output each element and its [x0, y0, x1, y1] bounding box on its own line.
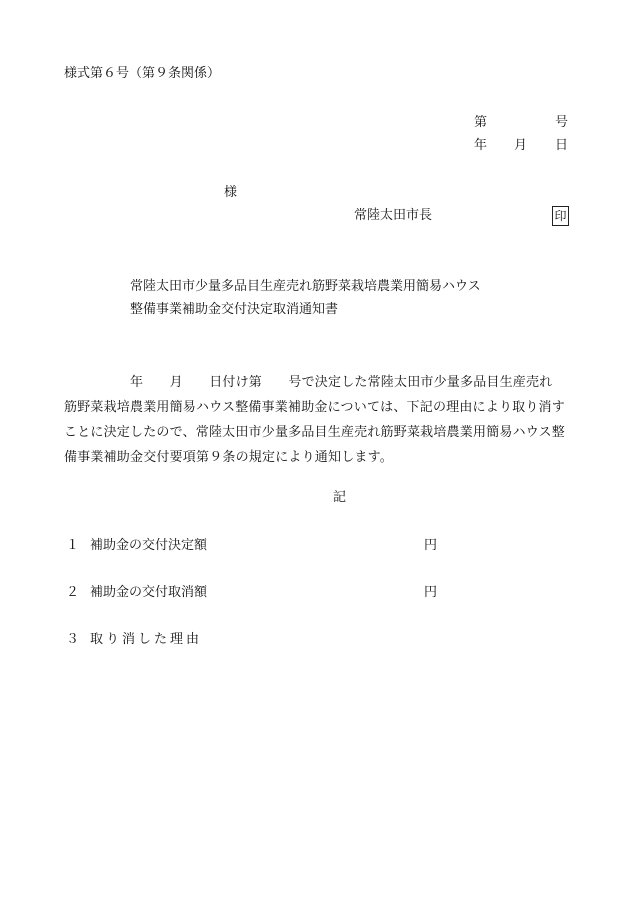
form-label: 様式第６号（第９条関係） [64, 66, 221, 81]
item-1-unit: 円 [424, 538, 438, 553]
item-3-num: ３ [66, 632, 80, 647]
item-3-label: 取り消した理由 [90, 632, 203, 647]
item-1-num: １ [66, 538, 80, 553]
title-line-1: 常陸太田市少量多品目生産売れ筋野菜栽培農業用簡易ハウス [130, 279, 481, 294]
title-line-2: 整備事業補助金交付決定取消通知書 [130, 302, 339, 317]
date-day: 日 [555, 138, 569, 153]
seal-mark: 印 [552, 206, 569, 226]
ki-heading: 記 [333, 490, 347, 505]
item-1-label: 補助金の交付決定額 [90, 538, 208, 553]
body-line-2: 筋野菜栽培農業用簡易ハウス整備事業補助金については、下記の理由により取り消す [64, 400, 565, 415]
date-month: 月 [514, 138, 528, 153]
doc-number-dai: 第 [474, 115, 488, 130]
body-line-4: 備事業補助金交付要項第９条の規定により通知します。 [64, 450, 393, 465]
date-year: 年 [474, 138, 488, 153]
item-2-num: ２ [66, 585, 80, 600]
doc-number-go: 号 [555, 115, 569, 130]
item-2-label: 補助金の交付取消額 [90, 585, 208, 600]
sender-name: 常陸太田市長 [354, 208, 433, 223]
body-text [64, 370, 576, 470]
body-line-1: 年 月 日付け第 号で決定した常陸太田市少量多品目生産売れ [64, 375, 553, 390]
body-line-3: ことに決定したので、常陸太田市少量多品目生産売れ筋野菜栽培農業用簡易ハウス整 [64, 425, 565, 440]
item-2-unit: 円 [424, 585, 438, 600]
addressee-sama: 様 [224, 185, 238, 200]
